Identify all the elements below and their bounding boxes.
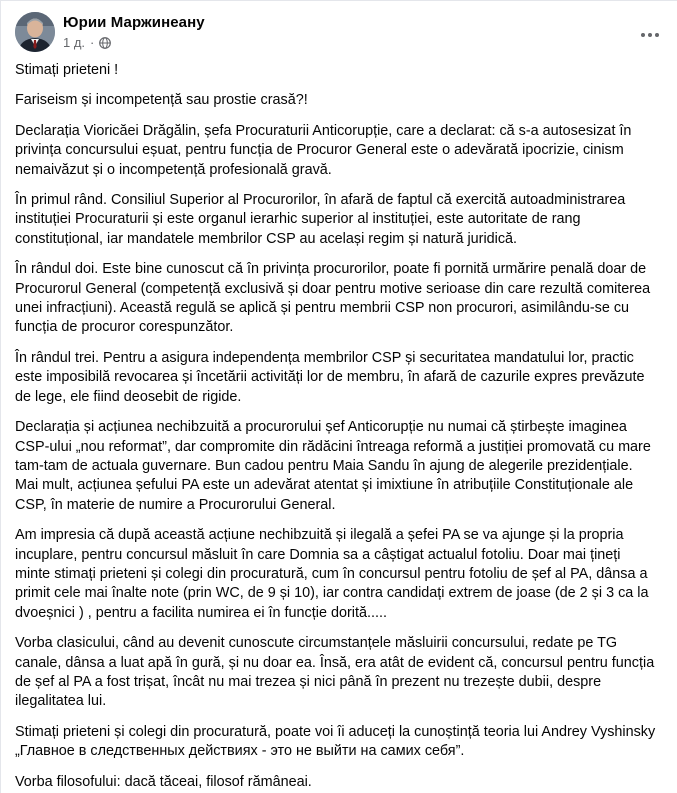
- more-options-icon[interactable]: [637, 25, 663, 45]
- author-name[interactable]: Юрии Маржинеану: [63, 14, 205, 31]
- post-meta: [63, 13, 205, 51]
- post-paragraph: Stimați prieteni și colegi din procuratură, poate voi îi aduceți la cunoștință teoria lui Andrey Vyshinsky „Главное в следственных действиях - это не выйти на самих себя”.: [15, 723, 656, 760]
- author-avatar[interactable]: [15, 12, 55, 52]
- post-body: [15, 61, 659, 793]
- post-subline: [63, 35, 205, 51]
- post-paragraph: Vorba clasicului, când au devenit cunoscute circumstanțele măsluirii concursului, redate pe TG canale, dânsa a luat apă în gură, și nu doar ea. Însă, era atât de evident că, concursul pentru funcția de șef al PA a fost trișat, încât nu mai trezea și nici până în prezent nu trezește dubii, despre ilegalitatea lui.: [15, 635, 655, 710]
- post-paragraph: Mai mult, acțiunea șefului PA este un adevărat atentat și imixtiune în atribuțiile Constituționale ale CSP, în materie de numire a Procurorului General.: [15, 477, 634, 513]
- post-paragraph: În rândul trei. Pentru a asigura independența membrilor CSP și securitatea mandatului lor, practic este imposibilă revocarea și încetării activități lor de membru, în afară de cazurile expres prevăzute de lege, ele fiind deosebit de rigide.: [15, 349, 645, 405]
- post-paragraph: Stimați prieteni !: [15, 62, 119, 78]
- post-paragraph: Declarația și acțiunea nechibzuită a procurorului șef Anticorupție nu numai că știrbește imaginea CSP-ului „nou reformat”, dar compromite din rădăcini întreaga reformă a justiției promovată cu mare tam-tam de actuala guvernare. Bun cadou pentru Maia Sandu în ajung de alegerile prezidențiale.: [15, 419, 651, 474]
- post-paragraph: Declarația Vioricăei Drăgălin, șefa Procuraturii Anticorupție, care a declarat: că s-a autosesizat în privința concursului eșuat, pentru funcția de Procuror General este o adevărată ipocrizie, cinism nemaivăzut și o incompetență profesională gravă.: [15, 122, 632, 178]
- separator-dot: ·: [90, 35, 95, 50]
- post-paragraph: Fariseism și incompetență sau prostie crasă?!: [15, 92, 308, 109]
- post-paragraph: În rândul doi. Este bine cunoscut că în privința procurorilor, poate fi pornită urmărire penală doar de Procurorul General (competență exclusivă și doar pentru motive serioase din care rezultă comiterea unei infracțiuni). Această regulă se aplică și pentru membrii CSP non procurori, asimilându-se cu funcția de procuror corespunzător.: [15, 261, 651, 336]
- post-paragraph: Vorba filosofului: dacă tăceai, filosof rămâneai.: [15, 773, 312, 790]
- post-timestamp[interactable]: 1 д.: [63, 35, 86, 50]
- post-header: [15, 9, 663, 53]
- post-paragraph: În primul rând. Consiliul Superior al Procurorilor, în afară de faptul că exercită autoadministrarea instituției Procuraturii și este organul ierarhic superior al instituției, este autoritate de rang constituțional, iar mandatele membrilor CSP au același regim și natură juridică.: [15, 192, 626, 247]
- globe-icon[interactable]: [99, 37, 111, 49]
- post-paragraph: Am impresia că după această acțiune nechibzuită și ilegală a șefei PA se va ajunge și la propria incuplare, pentru concursul măsluit în care Domnia sa a câștigat actualul fotoliu. Doar mai țineți minte stimați prieteni și colegi din procuratură, cum în concursul pentru fotoliu de șef al PA, dânsa a primit cele mai înalte note (prin WC, de 9 și 10), iar contra candidați extrem de joase (de 2 și 3 ca la dvoeșnici ) , pentru a facilita numirea ei în funcție dorită.....: [15, 527, 649, 621]
